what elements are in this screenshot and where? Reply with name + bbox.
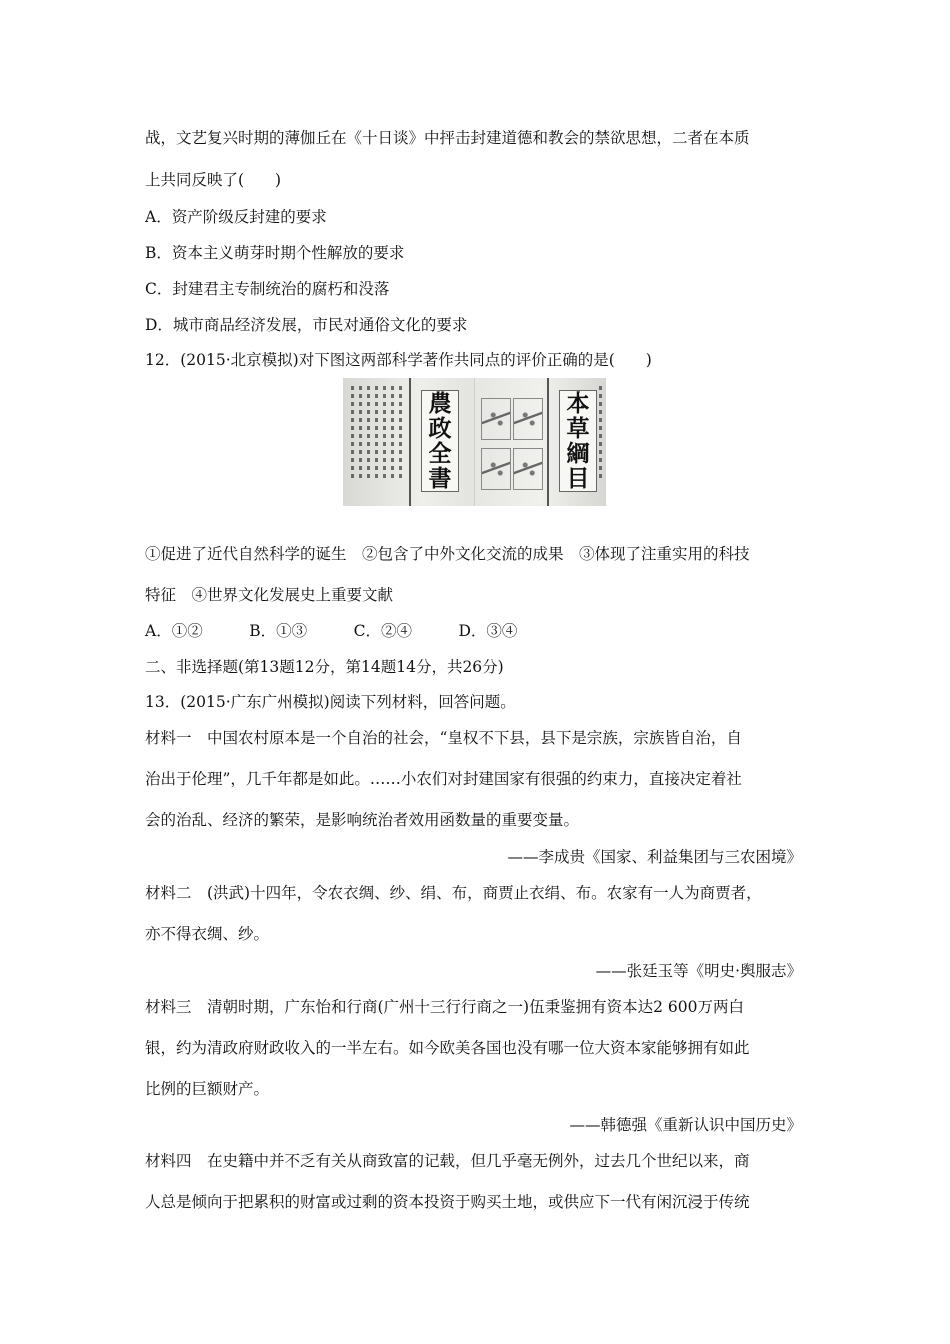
q12-statements-line1: ①促进了近代自然科学的诞生 ②包含了中外文化交流的成果 ③体现了注重实用的科技 bbox=[145, 545, 750, 563]
material2-line2: 亦不得衣绸、纱。 bbox=[145, 925, 270, 943]
right-title-char-4: 目 bbox=[566, 465, 590, 492]
material2-source: ——张廷玉等《明史·舆服志》 bbox=[595, 962, 802, 980]
q12-options: A．①② B．①③ C．②④ D．③④ bbox=[145, 622, 518, 640]
q12-statements-line2: 特征 ④世界文化发展史上重要文献 bbox=[145, 586, 394, 604]
material3-line2: 银，约为清政府财政收入的一半左右。如今欧美各国也没有哪一位大资本家能够拥有如此 bbox=[145, 1039, 750, 1057]
material1-line2: 治出于伦理”，几千年都是如此。……小农们对封建国家有很强的约束力，直接决定着社 bbox=[145, 770, 742, 788]
plant-illustration bbox=[513, 448, 543, 490]
q11-line1: 战，文艺复兴时期的薄伽丘在《十日谈》中抨击封建道德和教会的禁欲思想，二者在本质 bbox=[145, 129, 750, 147]
nongzheng-quanshu-title bbox=[421, 390, 459, 492]
book-covers-figure bbox=[343, 378, 606, 506]
material4-line1: 材料四 在史籍中并不乏有关从商致富的记载，但几乎毫无例外，过去几个世纪以来，商 bbox=[145, 1152, 750, 1170]
left-title-char-3: 全 bbox=[428, 440, 452, 467]
plant-illustration bbox=[481, 448, 511, 490]
right-title-char-1: 本 bbox=[566, 390, 590, 417]
right-title-char-3: 綱 bbox=[566, 440, 590, 467]
q11-option-d: D．城市商品经济发展，市民对通俗文化的要求 bbox=[145, 316, 468, 334]
material1-source: ——李成贵《国家、利益集团与三农困境》 bbox=[507, 848, 802, 866]
q11-option-b: B．资本主义萌芽时期个性解放的要求 bbox=[145, 244, 405, 262]
material2-line1: 材料二 (洪武)十四年，令农衣绸、纱、绢、布，商贾止衣绢、布。农家有一人为商贾者， bbox=[145, 884, 762, 902]
material4-line2: 人总是倾向于把累积的财富或过剩的资本投资于购买土地，或供应下一代有闲沉浸于传统 bbox=[145, 1193, 750, 1211]
section2-heading: 二、非选择题(第13题12分，第14题14分，共26分) bbox=[145, 658, 504, 676]
nongzheng-quanshu-cover bbox=[343, 378, 474, 506]
material1-line1: 材料一 中国农村原本是一个自治的社会，“皇权不下县，县下是宗族，宗族皆自治，自 bbox=[145, 729, 742, 747]
left-title-char-4: 書 bbox=[428, 465, 452, 492]
q11-option-a: A．资产阶级反封建的要求 bbox=[145, 208, 327, 226]
left-title-char-1: 農 bbox=[428, 390, 452, 417]
q11-option-c: C．封建君主专制统治的腐朽和没落 bbox=[145, 280, 390, 298]
bencao-gangmu-title bbox=[559, 390, 597, 492]
material3-source: ——韩德强《重新认识中国历史》 bbox=[569, 1116, 802, 1134]
right-title-char-2: 草 bbox=[566, 415, 590, 442]
bencao-gangmu-cover bbox=[475, 378, 606, 506]
material1-line3: 会的治乱、经济的繁荣，是影响统治者效用函数量的重要变量。 bbox=[145, 811, 580, 829]
plant-illustration bbox=[481, 398, 511, 440]
plant-illustration bbox=[513, 398, 543, 440]
q12-stem: 12．(2015·北京模拟)对下图这两部科学著作共同点的评价正确的是( ) bbox=[145, 351, 652, 369]
q13-stem: 13．(2015·广东广州模拟)阅读下列材料，回答问题。 bbox=[145, 693, 516, 711]
material3-line3: 比例的巨额财产。 bbox=[145, 1080, 270, 1098]
material3-line1: 材料三 清朝时期，广东怡和行商(广州十三行行商之一)伍秉鉴拥有资本达2 600万两白 bbox=[145, 998, 744, 1016]
left-title-char-2: 政 bbox=[428, 415, 452, 442]
q11-line2: 上共同反映了( ) bbox=[145, 171, 282, 189]
